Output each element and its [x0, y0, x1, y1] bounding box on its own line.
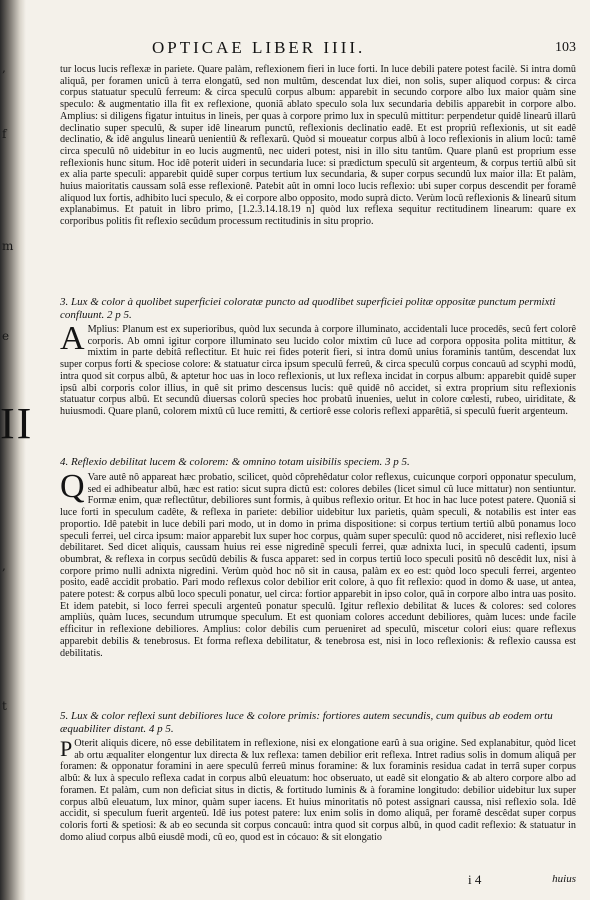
margin-mark: e [2, 329, 10, 343]
paragraph-text: Mplius: Planum est ex superioribus, quòd lux secunda à corpore illuminato, accidentali luce procedês, secû fert colorê corporis. Ab omni igitur corpore illuminato seu lucido color mixtim cû luce ad corpora opposita polita mittitur, & mixtim in parte debitâ reflectitur. Et huic rei fides poterit fieri, si intra domû unius foraminis tantûm, descendat lux super corpus forti & speciose colore: & statuatur circa ipsum speculû ferreû, & circa speculû corpus concauû ad scyphi modû, intra quod sit corpus albû, & aptetur hoc uas in loco reflexionis, ut lux reflexa incidat in corpus album: apparebit quidê super ipsû albi corporis color illius, in quê sit primo descensus lucis: quê quidê nô accidet, si extra proprium situ reflexionis statuatur corpus albû. Et secundû diuersas colorû species hoc probatû inuenies, uelut in colore cœlesti, rubeo, uiriditate, & huiusmodi. Quare planû, colorem mixtû cû luce remitti, & certiorê esse coloris reflexi apparêtiã, si speculû fuerit argenteum. [60, 324, 576, 417]
running-title: OPTICAE LIBER IIII. [152, 38, 366, 57]
drop-cap: P [60, 736, 73, 761]
proposition-3-heading: 3. Lux & color à quolibet superficiei coloratæ puncto ad quodlibet superficiei politæ oppositæ punctum permixti confluunt. 2 p 5. [60, 296, 556, 321]
signature-mark: i 4 [468, 872, 482, 887]
margin-mark: , [2, 559, 6, 573]
proposition-4-heading: 4. Reflexio debilitat lucem & colorem: & omnino totam uisibilis speciem. 3 p 5. [60, 456, 410, 468]
continuation-paragraph [60, 64, 576, 228]
binding-gutter [0, 0, 34, 900]
proposition-3-paragraph [60, 320, 576, 418]
paragraph-text: Oterit aliquis dicere, nô esse debilitatem in reflexione, nisi ex elongatione earû à sua origine. Sed explanabitur, quòd licet ab ortu æqualiter elongentur lux directa & lux reflexa: tamen debilior erit reflexa. Intret radius solis in domum aliquâ per foramen: & opponatur foramini in aere speculû ferreû minus foramine: & lux foraminis residua cadat in terrâ super corpus albû: & lux à speculo reflexa cadat in corpus albû eleuatum: hoc obseruato, ut eadê sit elongatio & ab altero corpore albo ad foramen. Et palàm, cum non deficiat situs in dictis, & fortitudo luminis & à foramine longitudo: debilior uidebitur lux super corpus albû eleuatum, lux minor, quàm super iacens. Et huius minoritatis nô potest assignari caussa, nisi reflexio sola. Idê accidit, si speculum fuerit argenteû. Idê ius potest patere: lux enim solis in domo aliquâ, per foramê descêdat super corpus coloris forti & spetiosi: & ab eo secunda sit corpus concauû: intra quod sit corpus albû, in quod cadit reflexio: & statuatur in domo aliud corpus albû eiusdê modi, cû eo, quod est in cócauo: & sit elongatio [60, 738, 576, 843]
book-page [60, 0, 580, 900]
margin-mark: , [2, 61, 6, 75]
margin-mark: f [2, 127, 7, 141]
page-header [60, 38, 580, 60]
proposition-5-heading: 5. Lux & color reflexi sunt debiliores luce & colore primis: fortiores autem secundis, cum quibus ab eodem ortu æquabiliter distant. 4 p 5. [60, 710, 553, 735]
drop-cap: A [60, 320, 85, 357]
page-number: 103 [555, 40, 576, 55]
margin-mark: m [2, 239, 14, 253]
page-footer [60, 872, 580, 892]
catchword: huius [552, 873, 576, 885]
proposition-5-paragraph [60, 738, 576, 843]
margin-mark: t [2, 699, 7, 713]
paragraph-text: Vare autê nô appareat hæc probatio, scilicet, quòd côprehêdatur color reflexus, cuicunque corpori opponatur speculum, sed ei adhibeatur albû, hæc est ratio: sicut supra dictû est: colores debiles (licet simul cû luce mittatur) non sentiuntur. Formæ enim, quæ reflectûtur, debiliores sunt formis, à quibus reflexio oritur. Et hoc in hac luce potest patere. Quoniã si luce forti in speculum cadête, & reflexa in pariete: debilior uidebitur lux parietis, quàm speculi, & notabilis est inter eas proportio. Idê patebit in luce debili pari modo, ut in domo in prima dispositione: si corpus tertium tertiû albû ponamus loco speculi ferrei, uel circa ipsum: maior apparebit lux super hoc corpus, quàm super speculû: quod nô accideret, nisi reflexio lucê debilitaret. Sed dicet aliquis, caussam huius rei esse nigredinê speculi ferrei, quæ adnixta luci, in speculû cadenti, ipsum obumbrat, & reflexa in corpus secûdû debilis & fusca apparet: sed in corpus tertiû loco speculi positû nô descêdit lux, nisi à corpore primo nulli adnixta nigredini. Verùm quòd hoc nô sit in causa, palàm ex eo est: quòd loco speculi ferrei, argenteo posito, eadê accidit probatio. Pari modo reflexus color debilior erit colore, à quo fit reflexio: quod in domo & uase, ut antea, patere potest: & corpus albû loco speculi ponatur, uel circa: fortior apparebit in ipso color, quã in corpore albo intra uas posito. Et idem patebit, si loco ferrei speculi argenteû ponatur speculû. Igitur reflexio debilitat & luces & colores: sed colores ampliùs, quàm luces, secundum utrumque speculum. Et est quoniam colores accedunt debiliores, quàm luces: unde facile efficitur in reflexione debiliores. Amplius: color debilis cum perueniret ad speculû, miscetur colori eius: quare reflexus apparebit debilis & tenebrosus. Et forma reflexa debilitatur, & tenebrosa est, nisi in loco reflexionis: & reflexio caussa est debilitatis. [60, 472, 576, 659]
drop-cap: Q [60, 468, 85, 505]
proposition-4-paragraph [60, 468, 576, 659]
facing-page-roman-numeral: II [0, 399, 34, 448]
paragraph-text: tur locus lucis reflexæ in pariete. Quare palàm, reflexionem fieri in luce forti. In luce debili patere potest facilè. Si intra domû aliquâ, per foramen unicû à terra elongatû, sed non multûm, descendat lux diei, non solis, super aliquod corpus: & circa corpus statuatur speculû ferreum: & circa speculû corpus album: apparebit in secundo corpore albo lux maior quàm sine speculo: & augmentatio illa fit ex reflexione, quoniã ablato speculo sola lux secundaria debilis apparebit in corpore albo. Amplius: si diligens figatur intuitus in lineis, per quas à corpore primo lux in speculû mittitur: perpendetur quidê linearû illarû declinatio super speculû, & super idê linearum punctû, reflexionis declinatio eadê. Et est propriû reflexionis, ut sit eadê declinatio, & idê angulus linearû uenientiû & reflexarû. Quòd si moueatur corpus albû à loco reflexionis in alium locû: tamê circa speculû nô uidebitur in eo lucis augmentû, nec uideri potest, nisi in illo situ tantûm. Quare planû est proprium esse reflexionis hunc situm. Hoc idê poterit uideri in secundaria luce: si prædictum speculû sit argenteum, & corpus tertiû albû sit ex alia parte speculi: apparebit quidê super corpus tertium lux secundaria, & super corpus secundû lux maior illa: Et palàm, huius maioritatis caussam solâ esse reflexionê. Patebit aût in omni loco lucis reflexio: ubi super corpus descendit per foramê aliquod lux fortis, adhibito luci speculo, & ei corpore albo opposito, modo suprà dicto. Verùm locû reflexionis & linearû situm explanabimus. Et patuit in libro primo, [1.2.3.14.18.19 n] quòd lux reflexa sequitur rectitudinem linearum: quare ex corporibus politis fit reflexio secûdum processum rectitudinis in situ proprio. [60, 64, 576, 228]
